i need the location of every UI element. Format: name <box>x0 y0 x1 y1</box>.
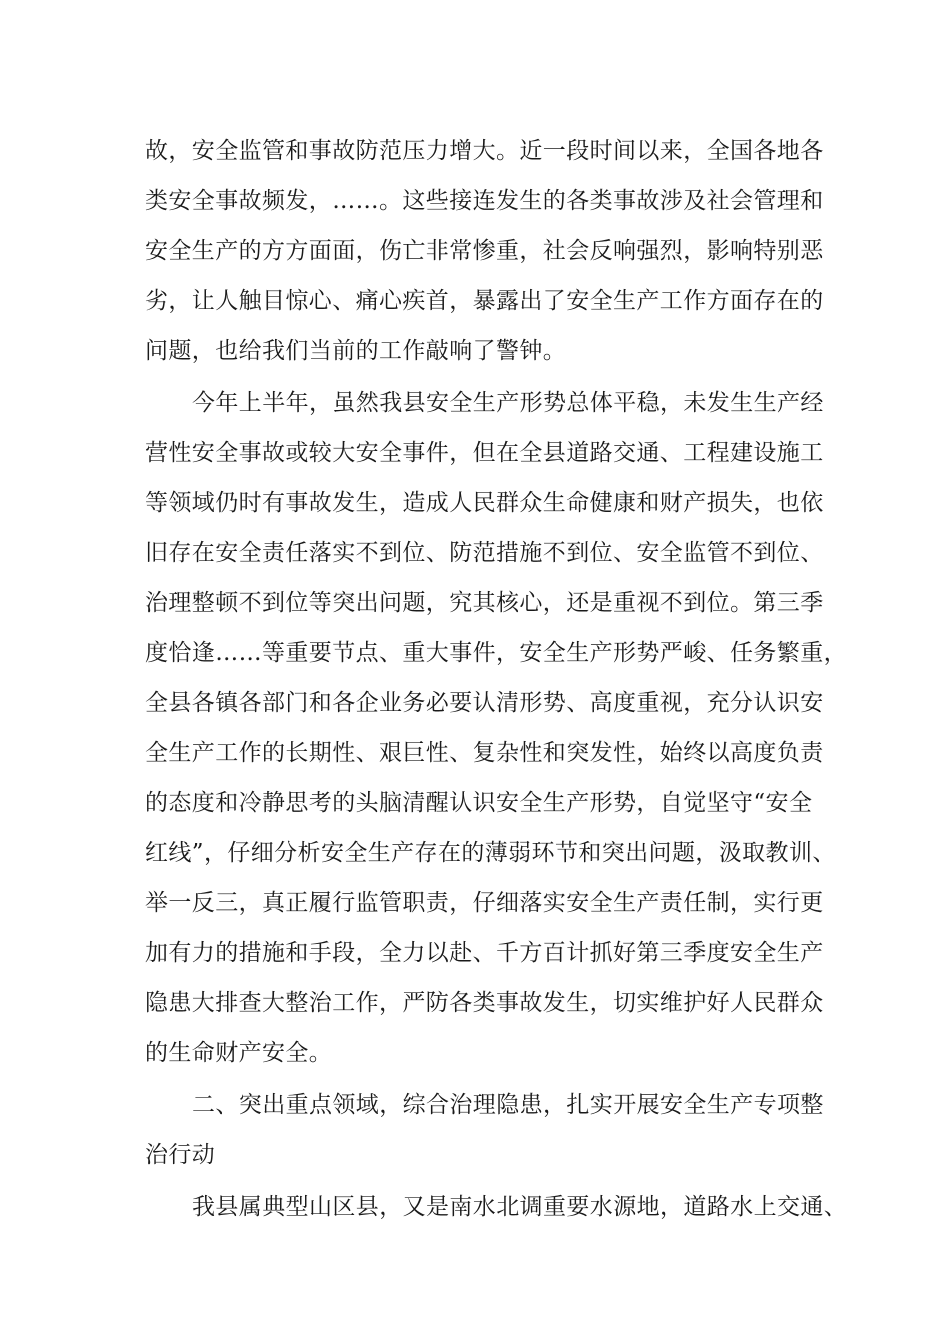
text-line: 隐患大排查大整治工作，严防各类事故发生，切实维护好人民群众 <box>145 990 824 1016</box>
text-line: 红线”，仔细分析安全生产存在的薄弱环节和突出问题，汲取教训、 <box>145 840 836 866</box>
text-line: 安全生产的方方面面，伤亡非常惨重，社会反响强烈，影响特别恶 <box>145 238 824 264</box>
text-line: 度恰逢……等重要节点、重大事件，安全生产形势严峻、任务繁重， <box>145 640 847 666</box>
section-heading-line: 治行动 <box>145 1142 216 1168</box>
paragraph-first-line: 今年上半年，虽然我县安全生产形势总体平稳，未发生生产经 <box>192 390 824 416</box>
paragraph-first-line: 我县属典型山区县，又是南水北调重要水源地，道路水上交通、 <box>192 1194 848 1220</box>
section-heading-line: 二、突出重点领域，综合治理隐患，扎实开展安全生产专项整 <box>192 1092 824 1118</box>
text-line: 劣，让人触目惊心、痛心疾首，暴露出了安全生产工作方面存在的 <box>145 288 824 314</box>
text-line: 治理整顿不到位等突出问题，究其核心，还是重视不到位。第三季 <box>145 590 824 616</box>
text-line: 类安全事故频发，……。这些接连发生的各类事故涉及社会管理和 <box>145 188 824 214</box>
text-line: 的态度和冷静思考的头脑清醒认识安全生产形势，自觉坚守“安全 <box>145 790 813 816</box>
text-line: 全县各镇各部门和各企业务必要认清形势、高度重视，充分认识安 <box>145 690 824 716</box>
text-line: 问题，也给我们当前的工作敲响了警钟。 <box>145 338 567 364</box>
text-line: 故，安全监管和事故防范压力增大。近一段时间以来，全国各地各 <box>145 138 824 164</box>
text-line: 全生产工作的长期性、艰巨性、复杂性和突发性，始终以高度负责 <box>145 740 824 766</box>
text-line: 旧存在安全责任落实不到位、防范措施不到位、安全监管不到位、 <box>145 540 824 566</box>
text-line: 等领域仍时有事故发生，造成人民群众生命健康和财产损失，也依 <box>145 490 824 516</box>
text-line: 举一反三，真正履行监管职责，仔细落实安全生产责任制，实行更 <box>145 890 824 916</box>
text-line: 营性安全事故或较大安全事件，但在全县道路交通、工程建设施工 <box>145 440 824 466</box>
text-line: 加有力的措施和手段，全力以赴、千方百计抓好第三季度安全生产 <box>145 940 824 966</box>
text-line: 的生命财产安全。 <box>145 1040 333 1066</box>
